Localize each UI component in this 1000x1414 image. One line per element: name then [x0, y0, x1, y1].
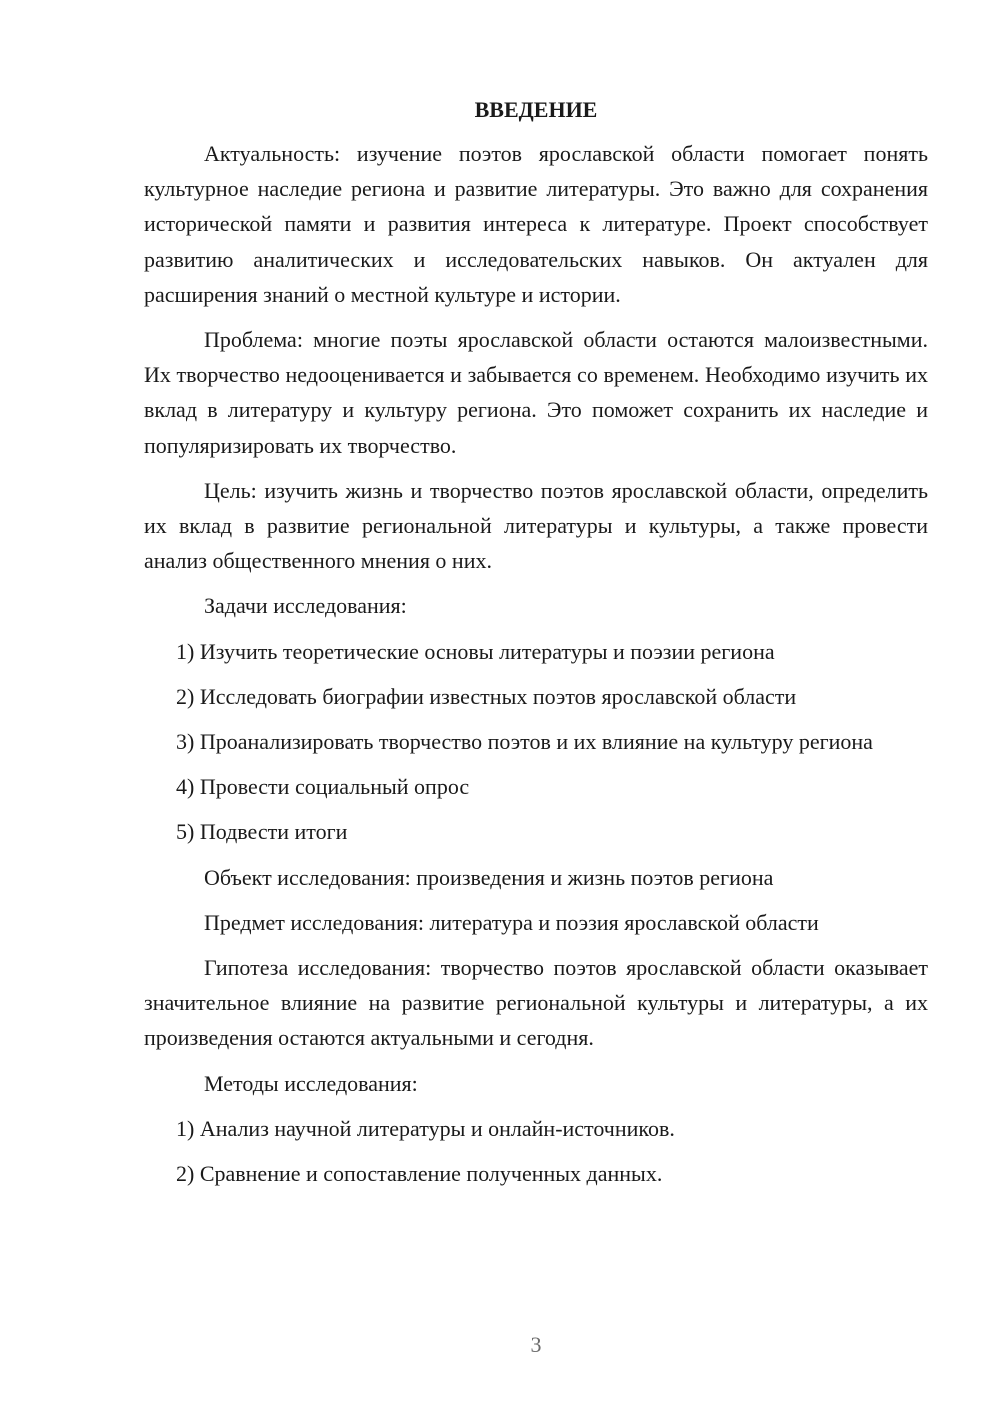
goal-paragraph: Цель: изучить жизнь и творчество поэтов ярославской области, определить их вклад в развитие региональной литературы и культуры, а также провести анализ общественного мнения о них.	[144, 477, 928, 574]
methods-heading: Методы исследования:	[204, 1070, 418, 1096]
task-item: 2) Исследовать биографии известных поэтов ярославской области	[176, 683, 797, 709]
hypothesis-paragraph: Гипотеза исследования: творчество поэтов ярославской области оказывает значительное влияние на развитие региональной культуры и литературы, а их произведения остаются актуальными и сегодня.	[144, 955, 928, 1051]
tasks-heading: Задачи исследования:	[204, 593, 407, 619]
page-number: 3	[530, 1332, 542, 1357]
problem-paragraph: Проблема: многие поэты ярославской области остаются малоизвестными. Их творчество недооценивается и забывается со временем. Необходимо изучить их вклад в литературу и культуру региона. Это поможет сохранить их наследие и популяризировать их творчество.	[144, 327, 928, 458]
page-title: ВВЕДЕНИЕ	[474, 97, 598, 122]
research-subject: Предмет исследования: литература и поэзия ярославской области	[204, 909, 819, 935]
relevance-paragraph: Актуальность: изучение поэтов ярославской области помогает понять культурное наследие региона и развитие литературы. Это важно для сохранения исторической памяти и развития интереса к литературе. Проект способствует развитию аналитических и исследовательских навыков. Он актуален для расширения знаний о местной культуре и истории.	[144, 141, 928, 307]
method-item: 2) Сравнение и сопоставление полученных данных.	[176, 1161, 663, 1187]
research-object: Объект исследования: произведения и жизнь поэтов региона	[204, 864, 774, 890]
method-item: 1) Анализ научной литературы и онлайн-источников.	[176, 1115, 675, 1141]
task-item: 4) Провести социальный опрос	[176, 774, 470, 800]
task-item: 3) Проанализировать творчество поэтов и их влияние на культуру региона	[176, 729, 873, 755]
task-item: 1) Изучить теоретические основы литературы и поэзии региона	[176, 638, 775, 664]
document-page	[144, 92, 928, 1201]
task-item: 5) Подвести итоги	[176, 819, 348, 845]
